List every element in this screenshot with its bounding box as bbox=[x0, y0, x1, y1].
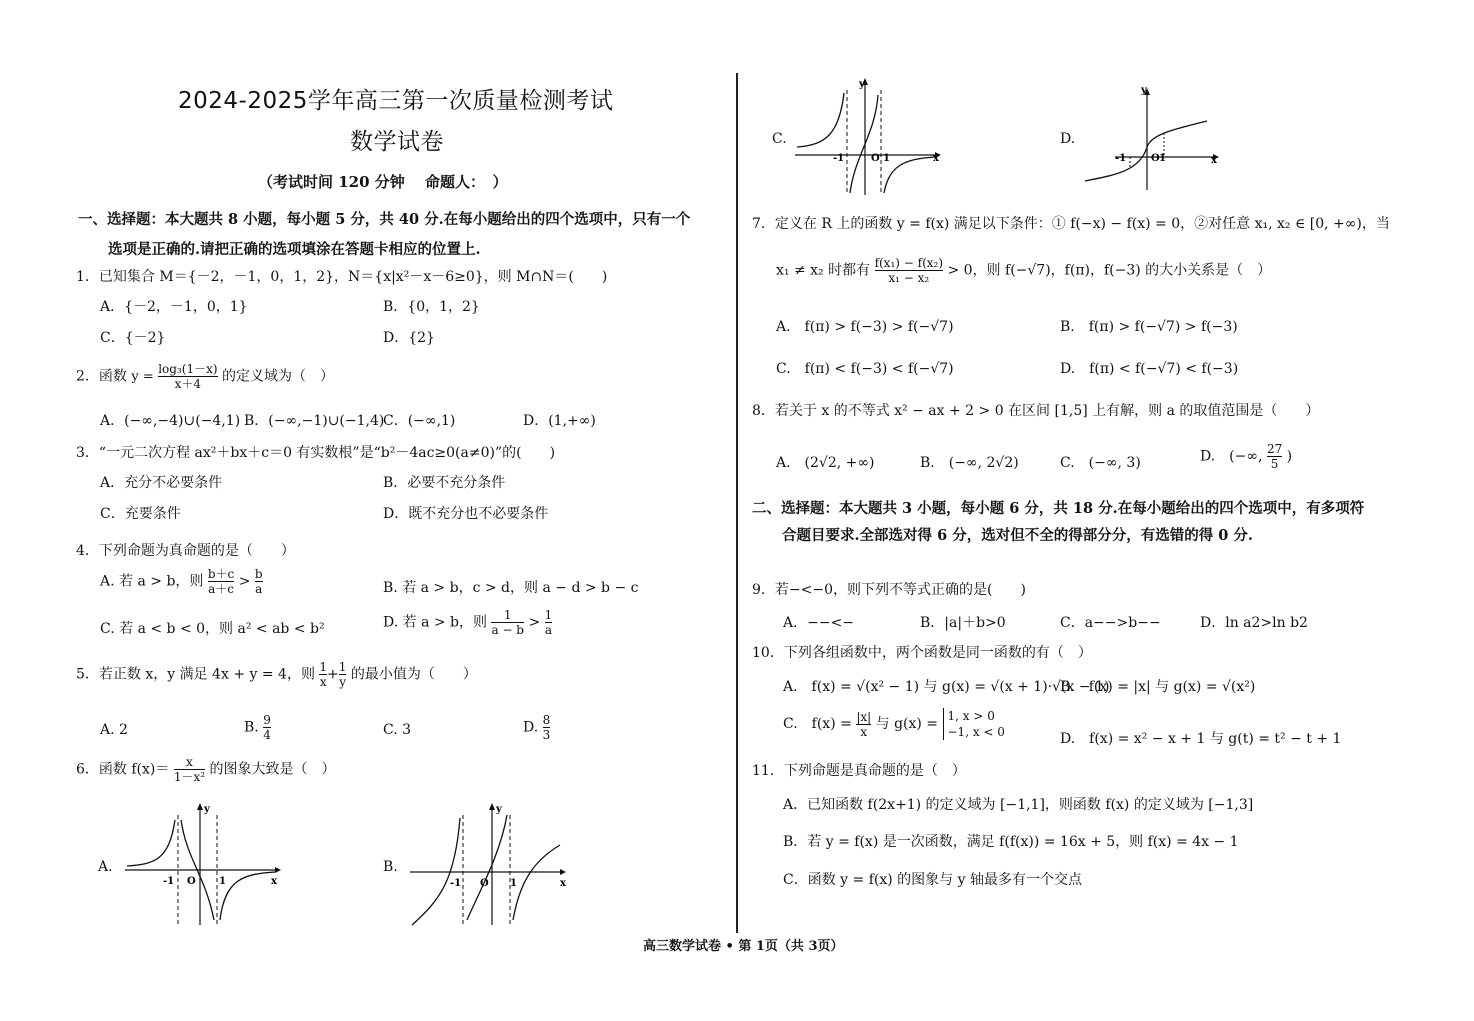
tick-origin: O bbox=[187, 876, 196, 887]
q4-option-d bbox=[383, 608, 552, 637]
q7-fraction bbox=[875, 256, 943, 285]
q4-stem: 4．下列命题为真命题的是（ ） bbox=[76, 543, 295, 559]
q8-d-prefix: D. (−∞, bbox=[1200, 448, 1263, 465]
q11-stem: 11．下列命题是真命题的是（ ） bbox=[752, 763, 966, 779]
q10-c-case2: −1, x < 0 bbox=[947, 725, 1005, 739]
q2-option-a: A．(−∞,−4)∪(−4,1) bbox=[100, 413, 241, 429]
x-axis-arrow bbox=[560, 869, 566, 875]
curve bbox=[1085, 121, 1207, 181]
curve-middle bbox=[467, 815, 507, 920]
q2-option-b: B．(−∞,−1)∪(−1,4) bbox=[244, 413, 385, 429]
q4-d-frac1-den: a − b bbox=[491, 623, 524, 637]
q5-option-c: C. 3 bbox=[383, 722, 412, 738]
q2-option-c: C．(−∞,1) bbox=[383, 413, 456, 429]
q10-option-d: D. f(x) = x² − x + 1 与 g(t) = t² − t + 1 bbox=[1060, 731, 1342, 747]
q4-a-prefix: A. 若 a > b，则 bbox=[100, 573, 204, 590]
label-x: x bbox=[933, 153, 939, 164]
q5-option-a: A. 2 bbox=[100, 722, 128, 738]
q6-stem-suffix: 的图象大致是（ ） bbox=[209, 761, 336, 778]
q8-option-a: A. (2√2, +∞) bbox=[776, 455, 875, 471]
q6-frac-den: 1－x² bbox=[173, 770, 206, 784]
q5-d-fraction bbox=[543, 713, 551, 742]
q2-frac-den: x＋4 bbox=[158, 376, 217, 391]
q10-stem: 10．下列各组函数中，两个函数是同一函数的有（ ） bbox=[752, 645, 1092, 661]
q10-c-den: x bbox=[856, 724, 871, 739]
q9-option-a: A．−−<− bbox=[783, 615, 855, 631]
exam-info: （考试时间 120 分钟 命题人： ） bbox=[258, 173, 508, 191]
q2-stem bbox=[76, 362, 334, 391]
x-axis-arrow bbox=[275, 867, 281, 873]
q5-option-d bbox=[523, 713, 550, 742]
q3-option-b: B．必要不充分条件 bbox=[383, 475, 506, 491]
q4-a-frac1-num: b＋c bbox=[207, 567, 235, 581]
label-y: y bbox=[204, 804, 210, 815]
q6-graph-d bbox=[1085, 85, 1225, 195]
q7-stem: 7．定义在 R 上的函数 y = f(x) 满足以下条件：① f(−x) − f(x) = 0，②对任意 x₁, x₂ ∈ [0, +∞)，当 bbox=[752, 216, 1390, 232]
q4-a-frac2-den: a bbox=[255, 582, 263, 596]
q11-option-a: A．已知函数 f(2x+1) 的定义域为 [−1,1]，则函数 f(x) 的定义域为 [−1,3] bbox=[783, 797, 1254, 813]
q2-stem-suffix: 的定义域为（ ） bbox=[221, 368, 334, 385]
q8-option-d bbox=[1200, 442, 1292, 471]
q4-option-a bbox=[100, 567, 263, 596]
q7-frac-den: x₁ − x₂ bbox=[875, 270, 943, 285]
q10-c-piecewise bbox=[943, 708, 1005, 740]
tick-neg1: -1 bbox=[833, 153, 845, 164]
q5-b-label: B. bbox=[244, 719, 259, 736]
q9-stem: 9．若−<−0，则下列不等式正确的是( ) bbox=[752, 582, 1026, 598]
y-axis-arrow bbox=[197, 803, 203, 810]
tick-pos1: 1 bbox=[883, 153, 890, 164]
q5-option-b bbox=[244, 713, 271, 742]
section2-heading-line2: 合题目要求.全部选对得 6 分，选对但不全的得部分分，有选错的得 0 分. bbox=[782, 527, 1253, 544]
q8-option-b: B. (−∞, 2√2) bbox=[920, 455, 1019, 471]
q5-b-den: 4 bbox=[263, 728, 271, 742]
q3-option-d: D．既不充分也不必要条件 bbox=[383, 506, 549, 522]
q8-stem: 8．若关于 x 的不等式 x² − ax + 2 > 0 在区间 [1,5] 上有解，则 a 的取值范围是（ ） bbox=[752, 403, 1320, 419]
q3-option-c: C．充要条件 bbox=[100, 506, 181, 522]
q5-frac2-den: y bbox=[339, 675, 346, 689]
tick-pos1: 1 bbox=[510, 878, 517, 889]
q6-option-a-label: A. bbox=[98, 859, 113, 875]
q5-stem bbox=[76, 660, 477, 689]
curve-left bbox=[797, 93, 844, 147]
q6-graph-c bbox=[795, 75, 950, 205]
q4-a-fraction1 bbox=[208, 567, 234, 596]
q4-a-fraction2 bbox=[255, 567, 263, 596]
exam-subtitle: 数学试卷 bbox=[350, 129, 444, 155]
section2-heading: 二、选择题：本大题共 3 小题，每小题 6 分，共 18 分.在每小题给出的四个选项中，有多项符 bbox=[752, 500, 1365, 517]
q4-d-fraction1 bbox=[491, 608, 524, 637]
q10-c-fraction bbox=[856, 710, 871, 739]
q8-d-suffix: ) bbox=[1286, 448, 1293, 465]
label-y: y bbox=[496, 804, 502, 815]
q2-stem-prefix: 2．函数 bbox=[76, 368, 127, 385]
q9-option-c: C．a−−>b−− bbox=[1060, 615, 1161, 631]
q10-option-a: A. f(x) = √(x² − 1) 与 g(x) = √(x + 1)·√(x − 1) bbox=[783, 679, 1110, 695]
q5-frac1-num: 1 bbox=[319, 660, 328, 674]
q1-option-c: C．{－2} bbox=[100, 330, 166, 346]
q7-line2-suffix: > 0，则 f(−√7)，f(π)，f(−3) 的大小关系是（ ） bbox=[947, 262, 1272, 279]
section1-heading: 一、选择题：本大题共 8 小题，每小题 5 分，共 40 分.在每小题给出的四个选项中，只有一个 bbox=[78, 211, 691, 228]
q8-d-den: 5 bbox=[1267, 456, 1282, 471]
q1-option-a: A．{－2，－1，0，1} bbox=[100, 299, 248, 315]
section1-heading-line2: 选项是正确的.请把正确的选项填涂在答题卡相应的位置上. bbox=[108, 241, 481, 258]
q4-d-frac2-num: 1 bbox=[544, 608, 553, 622]
q7-frac-num: f(x₁) − f(x₂) bbox=[874, 256, 944, 270]
q5-b-fraction bbox=[263, 713, 271, 742]
q5-b-num: 9 bbox=[263, 713, 271, 727]
q7-option-d: D. f(π) < f(−√7) < f(−3) bbox=[1060, 361, 1239, 377]
q5-d-num: 8 bbox=[542, 713, 551, 727]
q4-d-rel: > bbox=[528, 614, 541, 631]
y-axis-arrow bbox=[489, 803, 495, 810]
q5-stem-suffix: 的最小值为（ ） bbox=[350, 666, 477, 683]
q9-option-b: B．|a|＋b>0 bbox=[920, 615, 1006, 631]
tick-neg1: -1 bbox=[450, 878, 462, 889]
q6-stem bbox=[76, 755, 335, 784]
q6-fraction bbox=[174, 755, 205, 784]
q10-option-b: B. f(x) = |x| 与 g(x) = √(x²) bbox=[1060, 679, 1256, 695]
q10-c-mid: 与 g(x) = bbox=[875, 716, 939, 732]
q10-c-num: |x| bbox=[856, 709, 872, 724]
tick-origin: O bbox=[1151, 153, 1160, 164]
curve-right bbox=[513, 845, 560, 920]
q9-option-d: D．ln a2>ln b2 bbox=[1200, 615, 1308, 631]
q5-frac2-num: 1 bbox=[338, 660, 347, 674]
q6-graph-a bbox=[125, 800, 285, 930]
q10-c-case1: 1, x > 0 bbox=[947, 709, 995, 723]
q5-frac1 bbox=[319, 660, 327, 689]
label-x: x bbox=[560, 878, 566, 889]
q7-line2-prefix: x₁ ≠ x₂ 时都有 bbox=[776, 262, 871, 279]
curve-middle bbox=[850, 95, 878, 193]
q6-graph-b bbox=[410, 800, 575, 930]
q4-a-frac1-den: a＋c bbox=[208, 582, 234, 596]
q4-d-frac1-num: 1 bbox=[503, 608, 512, 622]
label-y: y bbox=[859, 79, 865, 90]
page-footer: 高三数学试卷 • 第 1页（共 3页） bbox=[643, 939, 844, 954]
tick-origin: O bbox=[480, 878, 489, 889]
q5-plus: + bbox=[327, 666, 339, 683]
q1-option-b: B．{0，1，2} bbox=[383, 299, 480, 315]
q6-stem-prefix: 6．函数 f(x)＝ bbox=[76, 761, 170, 778]
q5-d-den: 3 bbox=[542, 728, 551, 742]
label-x: x bbox=[1211, 155, 1217, 166]
q6-option-c-label: C. bbox=[772, 131, 787, 147]
q2-func-lhs: y = bbox=[131, 369, 154, 385]
q7-option-b: B. f(π) > f(−√7) > f(−3) bbox=[1060, 319, 1238, 335]
q7-option-c: C. f(π) < f(−3) < f(−√7) bbox=[776, 361, 954, 377]
curve-right bbox=[220, 872, 275, 920]
label-x: x bbox=[271, 876, 277, 887]
q3-stem: 3．“一元二次方程 ax²＋bx＋c＝0 有实数根”是“b²－4ac≥0(a≠0)”的( ) bbox=[76, 445, 556, 461]
q4-d-prefix: D. 若 a > b，则 bbox=[383, 614, 488, 631]
q7-option-a: A. f(π) > f(−3) > f(−√7) bbox=[776, 319, 954, 335]
curve-left bbox=[127, 820, 175, 866]
tick-neg1: -1 bbox=[163, 876, 175, 887]
column-divider bbox=[736, 73, 738, 933]
q2-option-d: D．(1,+∞) bbox=[523, 413, 596, 429]
q5-d-label: D. bbox=[523, 719, 539, 736]
q2-fraction bbox=[158, 362, 217, 391]
tick-origin: O bbox=[871, 153, 880, 164]
q11-option-b: B．若 y = f(x) 是一次函数，满足 f(f(x)) = 16x + 5，则 f(x) = 4x − 1 bbox=[783, 834, 1239, 850]
q6-option-d-label: D. bbox=[1060, 131, 1076, 147]
label-y: y bbox=[1141, 85, 1147, 96]
tick-pos1: 1 bbox=[1159, 153, 1166, 164]
q4-a-frac2-num: b bbox=[254, 567, 263, 581]
q4-a-rel: > bbox=[238, 573, 251, 590]
q5-frac2 bbox=[339, 660, 347, 689]
q8-d-num: 27 bbox=[1266, 442, 1283, 456]
q1-option-d: D．{2} bbox=[383, 330, 435, 346]
q4-option-b: B. 若 a > b，c > d，则 a − d > b − c bbox=[383, 580, 639, 596]
tick-neg1: -1 bbox=[1115, 153, 1127, 164]
q5-frac1-den: x bbox=[319, 675, 327, 689]
q4-option-c: C. 若 a < b < 0，则 a² < ab < b² bbox=[100, 621, 325, 637]
q3-option-a: A．充分不必要条件 bbox=[100, 475, 223, 491]
exam-title: 2024-2025学年高三第一次质量检测考试 bbox=[178, 88, 614, 114]
q5-stem-prefix: 5．若正数 x，y 满足 4x + y = 4，则 bbox=[76, 666, 315, 683]
q11-option-c: C．函数 y = f(x) 的图象与 y 轴最多有一个交点 bbox=[783, 872, 1082, 888]
q1-stem: 1．已知集合 M＝{－2，－1，0，1，2}，N＝{x|x²－x－6≥0}，则 M∩N＝( ) bbox=[76, 269, 608, 285]
curve-right bbox=[884, 157, 935, 193]
q6-option-b-label: B. bbox=[383, 859, 398, 875]
tick-pos1: 1 bbox=[219, 876, 226, 887]
q2-frac-num: log₃(1－x) bbox=[158, 362, 218, 376]
q6-frac-num: x bbox=[186, 755, 193, 769]
q10-c-prefix: C. f(x) = bbox=[783, 716, 852, 732]
q10-option-c bbox=[783, 708, 1005, 740]
q8-option-c: C. (−∞, 3) bbox=[1060, 455, 1141, 471]
q4-d-fraction2 bbox=[545, 608, 553, 637]
q4-d-frac2-den: a bbox=[544, 623, 553, 637]
q8-d-fraction bbox=[1267, 442, 1282, 471]
q7-stem-line2 bbox=[776, 256, 1271, 285]
